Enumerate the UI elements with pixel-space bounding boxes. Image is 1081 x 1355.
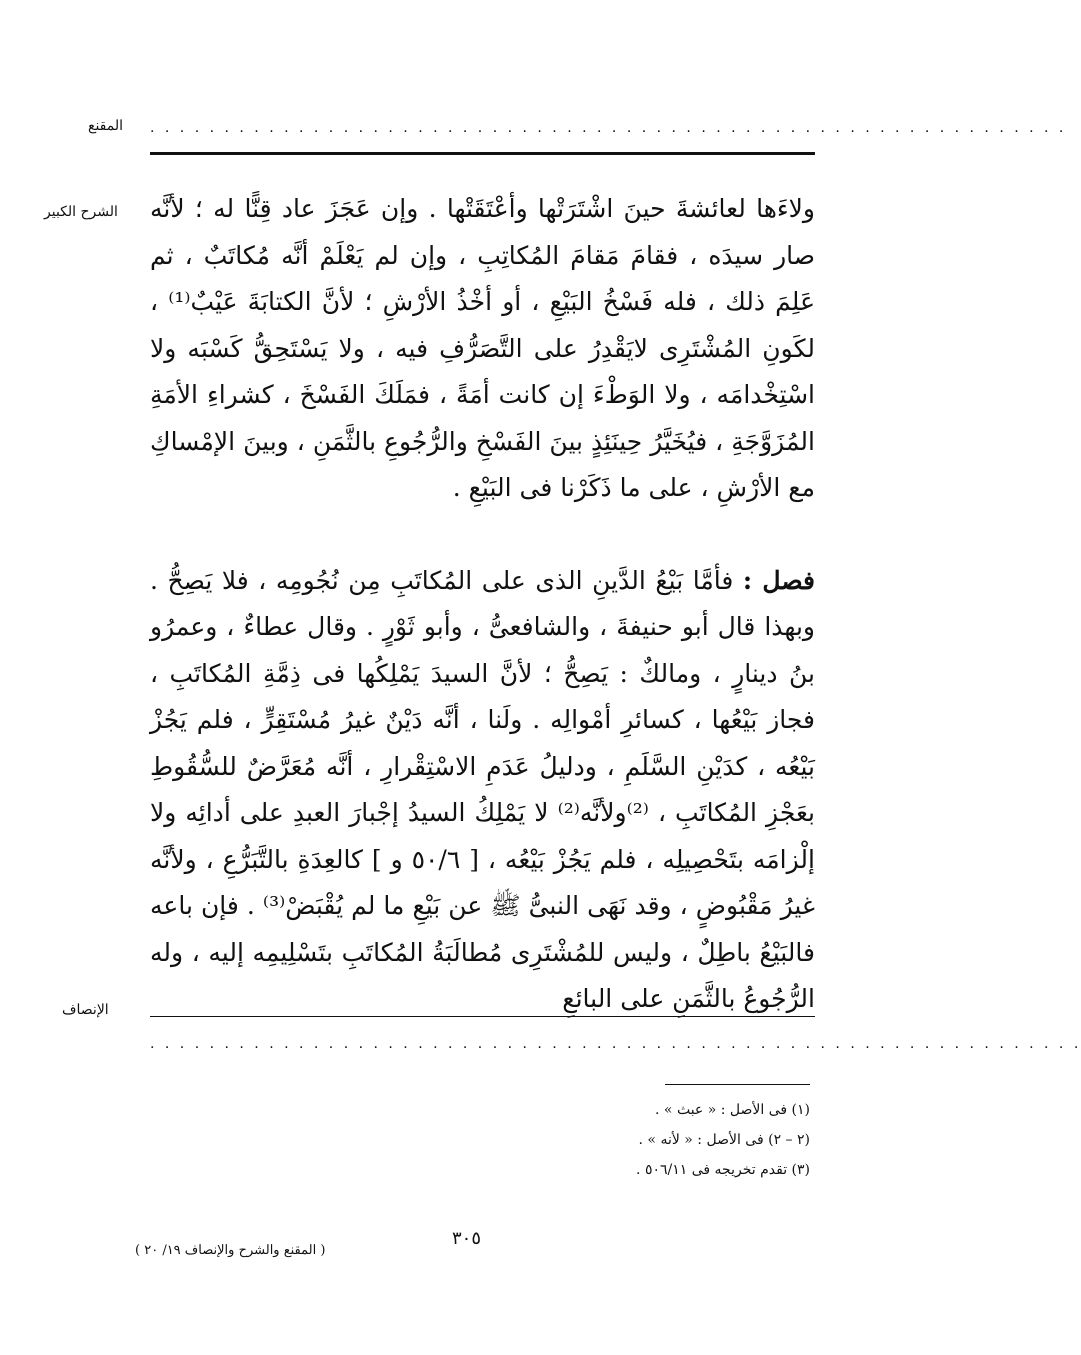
insaf-label: الإنصاف xyxy=(62,1002,109,1018)
footnote-separator xyxy=(665,1084,810,1085)
paragraph-2-text: فأمَّا بَيْعُ الدَّينِ الذى على المُكاتَبِ مِن نُجُومِه ، فلا يَصِحُّ . وبهذا قال أبو حنيفةَ ، والشافعىُّ ، وأبو ثَوْرٍ . وقال عطاءٌ ، وعمرُو بنُ دينارٍ ، ومالكٌ : يَصِحُّ ؛ لأنَّ السيدَ يَمْلِكُها فى ذِمَّةِ المُكاتَبِ ، فجاز بَيْعُها ، كسائرِ أمْوالِه . ولَنا ، أنَّه دَيْنٌ غيرُ مُسْتَقِرٍّ ، فلم يَجُزْ بَيْعُه ، كدَيْنِ السَّلَمِ ، ودليلُ عَدَمِ الاسْتِقْرارِ ، أنَّه مُعَرَّضٌ للسُّقُوطِ بعَجْزِ المُكاتَبِ ، ⁽²⁾ولأنَّه⁽²⁾ لا يَمْلِكُ السيدُ إجْبارَ العبدِ على أدائِه ولا إلْزامَه بتَحْصِيلِه ، فلم يَجُزْ بَيْعُه ، [ ٥٠/٦ و ] كالعِدَةِ بالتَّبَرُّعِ ، ولأنَّه غيرُ مَقْبُوضٍ ، وقد نَهَى النبىُّ ﷺ عن بَيْعِ ما لم يُقْبَضْ⁽³⁾ . فإن باعه فالبَيْعُ باطِلٌ ، وليس للمُشْتَرِى مُطالَبَةُ المُكاتَبِ بتَسْلِيمِه إليه ، وله الرُّجُوعُ بالثَّمَنِ على البائعِ xyxy=(150,565,816,1013)
header-rule xyxy=(150,152,815,155)
insaf-top-rule xyxy=(150,1016,815,1017)
fasl-heading: فصل : xyxy=(742,565,815,595)
footnotes xyxy=(560,1095,810,1185)
insaf-dotted-rule: . . . . . . . . . . . . . . . . . . . . . . . . . . . . . . . . . . . . . . . . . . . . . . . . . . . . . . . . . . . . . . . xyxy=(150,1036,1081,1052)
main-text-block xyxy=(150,186,815,1023)
muqni-label: المقنع xyxy=(88,118,124,134)
book-reference: ( المقنع والشرح والإنصاف ١٩/ ٢٠ ) xyxy=(135,1243,326,1258)
sharh-kabir-label: الشرح الكبير xyxy=(44,204,118,220)
page-number: ٣٠٥ xyxy=(452,1228,482,1249)
header-dotted-rule: . . . . . . . . . . . . . . . . . . . . . . . . . . . . . . . . . . . . . . . . . . . . . . . . . . . . . . . . . . . . . . xyxy=(150,120,1067,136)
footnote-1: (١) فى الأصل : « عبث » . xyxy=(655,1102,810,1118)
footnote-2: (٢ – ٢) فى الأصل : « لأنه » . xyxy=(638,1132,810,1148)
paragraph-1: ولاءَها لعائشةَ حينَ اشْتَرَتْها وأعْتَقَتْها . وإن عَجَزَ عاد قِنًّا له ؛ لأنَّه صار سيدَه ، فقامَ مَقامَ المُكاتِبِ ، وإن لم يَعْلَمْ أنَّه مُكاتَبٌ ، ثم عَلِمَ ذلك ، فله فَسْخُ البَيْعِ ، أو أخْذُ الأرْشِ ؛ لأنَّ الكتابَةَ عَيْبٌ⁽¹⁾ ، لكَونِ المُشْتَرِى لايَقْدِرُ على التَّصَرُّفِ فيه ، ولا يَسْتَحِقُّ كَسْبَه ولا اسْتِخْدامَه ، ولا الوَطْءَ إن كانت أمَةً ، فمَلَكَ الفَسْخَ ، كشراءِ الأمَةِ المُزَوَّجَةِ ، فيُخَيَّرُ حِينَئِذٍ بينَ الفَسْخِ والرُّجُوعِ بالثَّمَنِ ، وبينَ الإمْساكِ مع الأرْشِ ، على ما ذَكَرْنا فى البَيْعِ . xyxy=(150,194,816,502)
paragraph-2 xyxy=(150,558,815,1023)
footnote-3: (٣) تقدم تخريجه فى ٥٠٦/١١ . xyxy=(636,1162,810,1178)
